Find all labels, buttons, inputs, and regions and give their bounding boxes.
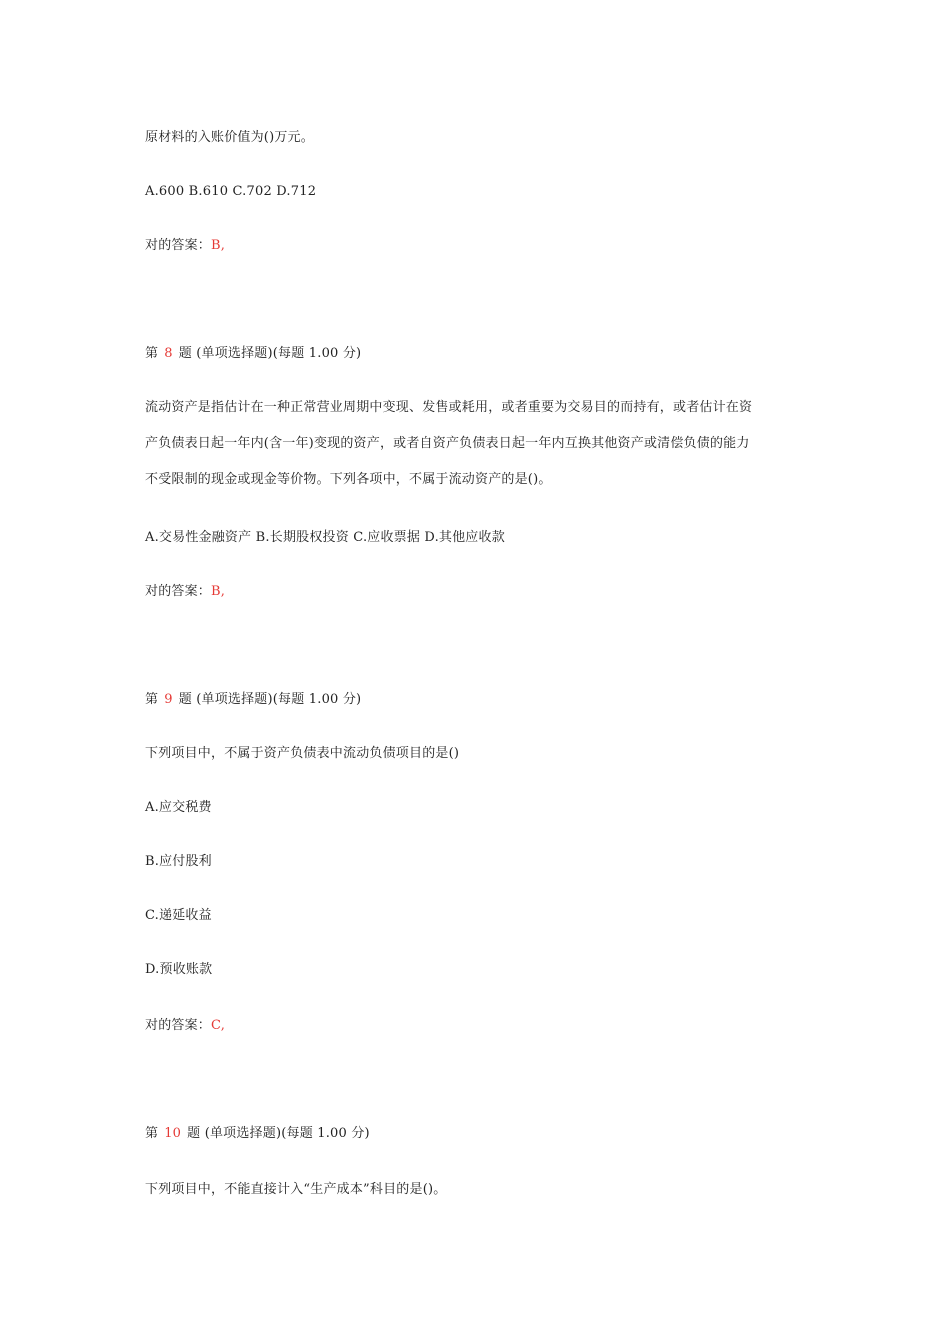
answer-label: 对的答案： — [145, 1018, 212, 1033]
q8-stem-line-2: 产负债表日起一年内(含一年)变现的资产，或者自资产负债表日起一年内互换其他资产或清偿负债的能力 — [145, 436, 750, 451]
question-type: 题 (单项选择题)(每题 1.00 分) — [178, 692, 362, 707]
answer-label: 对的答案： — [145, 584, 212, 599]
question-number: 10 — [164, 1126, 182, 1141]
q9-option-b: B.应付股利 — [145, 854, 212, 869]
question-type: 题 (单项选择题)(每题 1.00 分) — [178, 346, 362, 361]
q7-stem: 原材料的入账价值为()万元。 — [145, 130, 314, 145]
q8-stem-line-1: 流动资产是指估计在一种正常营业周期中变现、发售或耗用，或者重要为交易目的而持有，或者估计在资 — [145, 400, 753, 415]
q9-option-d: D.预收账款 — [145, 962, 213, 977]
answer-label: 对的答案： — [145, 238, 212, 253]
q7-options: A.600 B.610 C.702 D.712 — [145, 184, 317, 199]
q10-stem: 下列项目中，不能直接计入“生产成本”科目的是()。 — [145, 1182, 447, 1197]
q9-option-c: C.递延收益 — [145, 908, 212, 923]
q9-option-a: A.应交税费 — [145, 800, 212, 815]
question-prefix: 第 — [145, 346, 159, 361]
q10-header — [145, 1124, 370, 1144]
q9-answer — [145, 1016, 225, 1036]
q9-header — [145, 690, 361, 710]
question-type: 题 (单项选择题)(每题 1.00 分) — [187, 1126, 370, 1141]
q8-options: A.交易性金融资产 B.长期股权投资 C.应收票据 D.其他应收款 — [145, 530, 505, 545]
question-prefix: 第 — [145, 692, 159, 707]
q7-answer — [145, 236, 225, 256]
q9-stem: 下列项目中，不属于资产负债表中流动负债项目的是() — [145, 746, 460, 761]
answer-value: B, — [211, 584, 226, 599]
q8-header — [145, 344, 361, 364]
q8-answer — [145, 582, 225, 602]
question-prefix: 第 — [145, 1126, 159, 1141]
answer-value: C, — [211, 1018, 226, 1033]
question-number: 9 — [164, 692, 173, 707]
q8-stem-line-3: 不受限制的现金或现金等价物。下列各项中，不属于流动资产的是()。 — [145, 472, 552, 487]
question-number: 8 — [164, 346, 173, 361]
answer-value: B, — [211, 238, 226, 253]
